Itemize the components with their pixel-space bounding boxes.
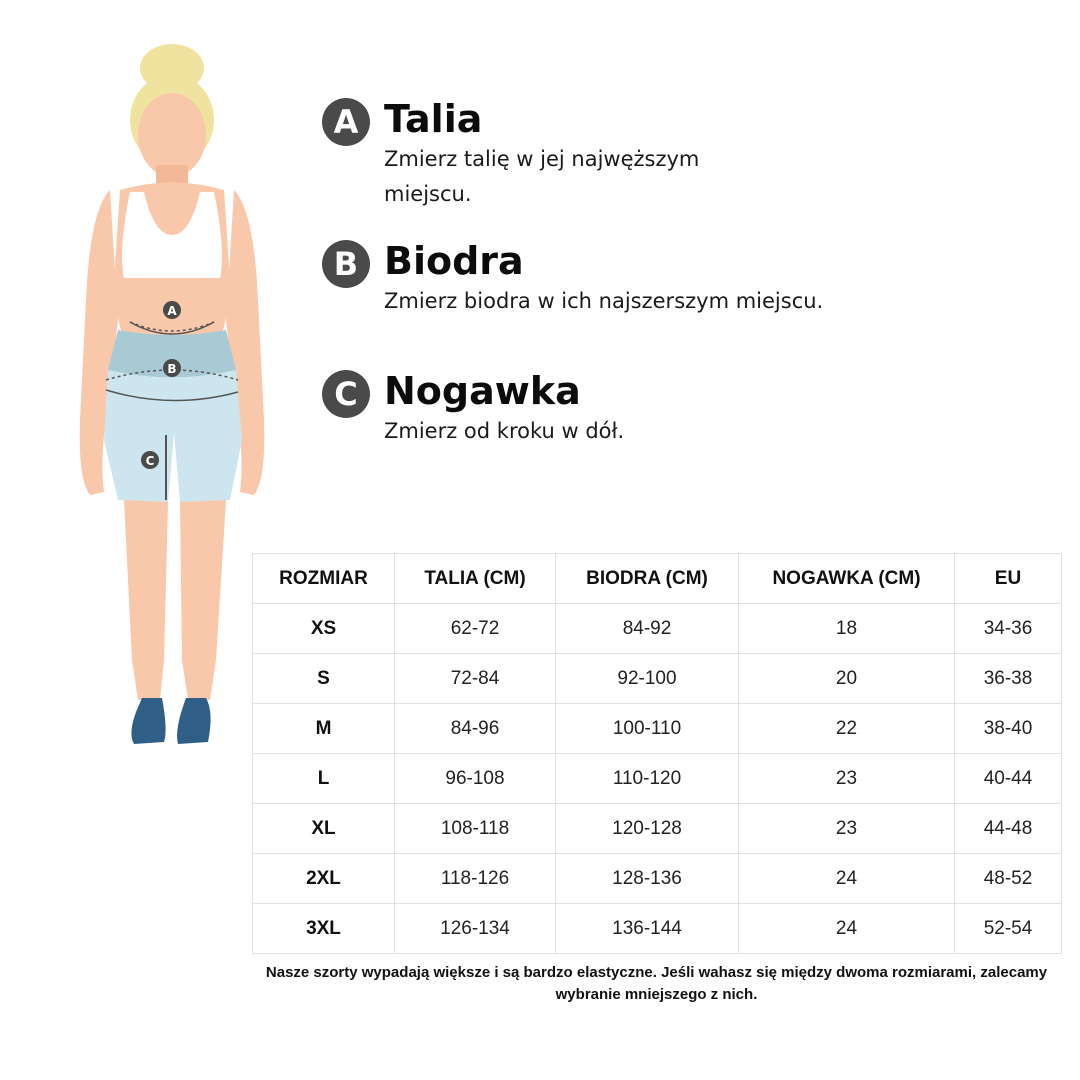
letter-a-badge: A bbox=[322, 98, 370, 146]
table-cell: 52-54 bbox=[955, 904, 1062, 954]
table-cell: 20 bbox=[739, 654, 955, 704]
table-cell: 136-144 bbox=[556, 904, 739, 954]
table-cell: 36-38 bbox=[955, 654, 1062, 704]
table-row bbox=[253, 704, 1062, 754]
size-cell: S bbox=[253, 654, 395, 704]
table-cell: 18 bbox=[739, 604, 955, 654]
letter-b-badge: B bbox=[322, 240, 370, 288]
right-shoe bbox=[177, 698, 211, 744]
table-cell: 126-134 bbox=[395, 904, 556, 954]
marker-a-label: A bbox=[167, 304, 177, 318]
table-cell: 96-108 bbox=[395, 754, 556, 804]
legend-description: Zmierz biodra w ich najszerszym miejscu. bbox=[384, 289, 824, 313]
table-cell: 22 bbox=[739, 704, 955, 754]
marker-b bbox=[163, 359, 181, 377]
table-cell: 84-96 bbox=[395, 704, 556, 754]
table-cell: 23 bbox=[739, 754, 955, 804]
table-cell: 62-72 bbox=[395, 604, 556, 654]
marker-c bbox=[141, 451, 159, 469]
table-cell: 48-52 bbox=[955, 854, 1062, 904]
body-measurement-figure bbox=[70, 40, 280, 760]
table-cell: 118-126 bbox=[395, 854, 556, 904]
letter-c-badge: C bbox=[322, 370, 370, 418]
size-cell: L bbox=[253, 754, 395, 804]
table-header-row bbox=[253, 554, 1062, 604]
left-shoe bbox=[131, 698, 165, 744]
column-header: TALIA (CM) bbox=[395, 554, 556, 604]
table-row bbox=[253, 604, 1062, 654]
size-cell: M bbox=[253, 704, 395, 754]
legend-title: Talia bbox=[384, 97, 483, 141]
table-row bbox=[253, 854, 1062, 904]
size-cell: XS bbox=[253, 604, 395, 654]
table-cell: 40-44 bbox=[955, 754, 1062, 804]
legend-description: Zmierz talię w jej najwęższym miejscu. bbox=[384, 147, 700, 206]
table-cell: 23 bbox=[739, 804, 955, 854]
table-cell: 92-100 bbox=[556, 654, 739, 704]
column-header: NOGAWKA (CM) bbox=[739, 554, 955, 604]
table-cell: 34-36 bbox=[955, 604, 1062, 654]
table-cell: 120-128 bbox=[556, 804, 739, 854]
table-body bbox=[253, 604, 1062, 954]
footnote: Nasze szorty wypadają większe i są bardzo elastyczne. Jeśli wahasz się między dwoma rozmiarami, zalecamy wybranie mniejszego z nich. bbox=[265, 964, 1048, 1003]
column-header: BIODRA (CM) bbox=[556, 554, 739, 604]
column-header: ROZMIAR bbox=[253, 554, 395, 604]
table-row bbox=[253, 754, 1062, 804]
face bbox=[138, 93, 206, 177]
table-row bbox=[253, 904, 1062, 954]
right-leg bbox=[180, 500, 226, 700]
size-cell: XL bbox=[253, 804, 395, 854]
left-leg bbox=[124, 500, 168, 700]
size-cell: 2XL bbox=[253, 854, 395, 904]
table-row bbox=[253, 804, 1062, 854]
table-cell: 84-92 bbox=[556, 604, 739, 654]
marker-a bbox=[163, 301, 181, 319]
column-header: EU bbox=[955, 554, 1062, 604]
table-cell: 38-40 bbox=[955, 704, 1062, 754]
legend-title: Nogawka bbox=[384, 369, 581, 413]
table-cell: 108-118 bbox=[395, 804, 556, 854]
table-cell: 24 bbox=[739, 904, 955, 954]
size-chart-table bbox=[252, 553, 1062, 954]
legend-description: Zmierz od kroku w dół. bbox=[384, 419, 625, 443]
table-cell: 44-48 bbox=[955, 804, 1062, 854]
size-cell: 3XL bbox=[253, 904, 395, 954]
table-row bbox=[253, 654, 1062, 704]
marker-b-label: B bbox=[167, 362, 177, 376]
table-cell: 24 bbox=[739, 854, 955, 904]
legend-title: Biodra bbox=[384, 239, 524, 283]
table-cell: 72-84 bbox=[395, 654, 556, 704]
table-cell: 110-120 bbox=[556, 754, 739, 804]
table-cell: 128-136 bbox=[556, 854, 739, 904]
shorts bbox=[104, 370, 242, 502]
marker-c-label: C bbox=[145, 454, 155, 468]
table-cell: 100-110 bbox=[556, 704, 739, 754]
